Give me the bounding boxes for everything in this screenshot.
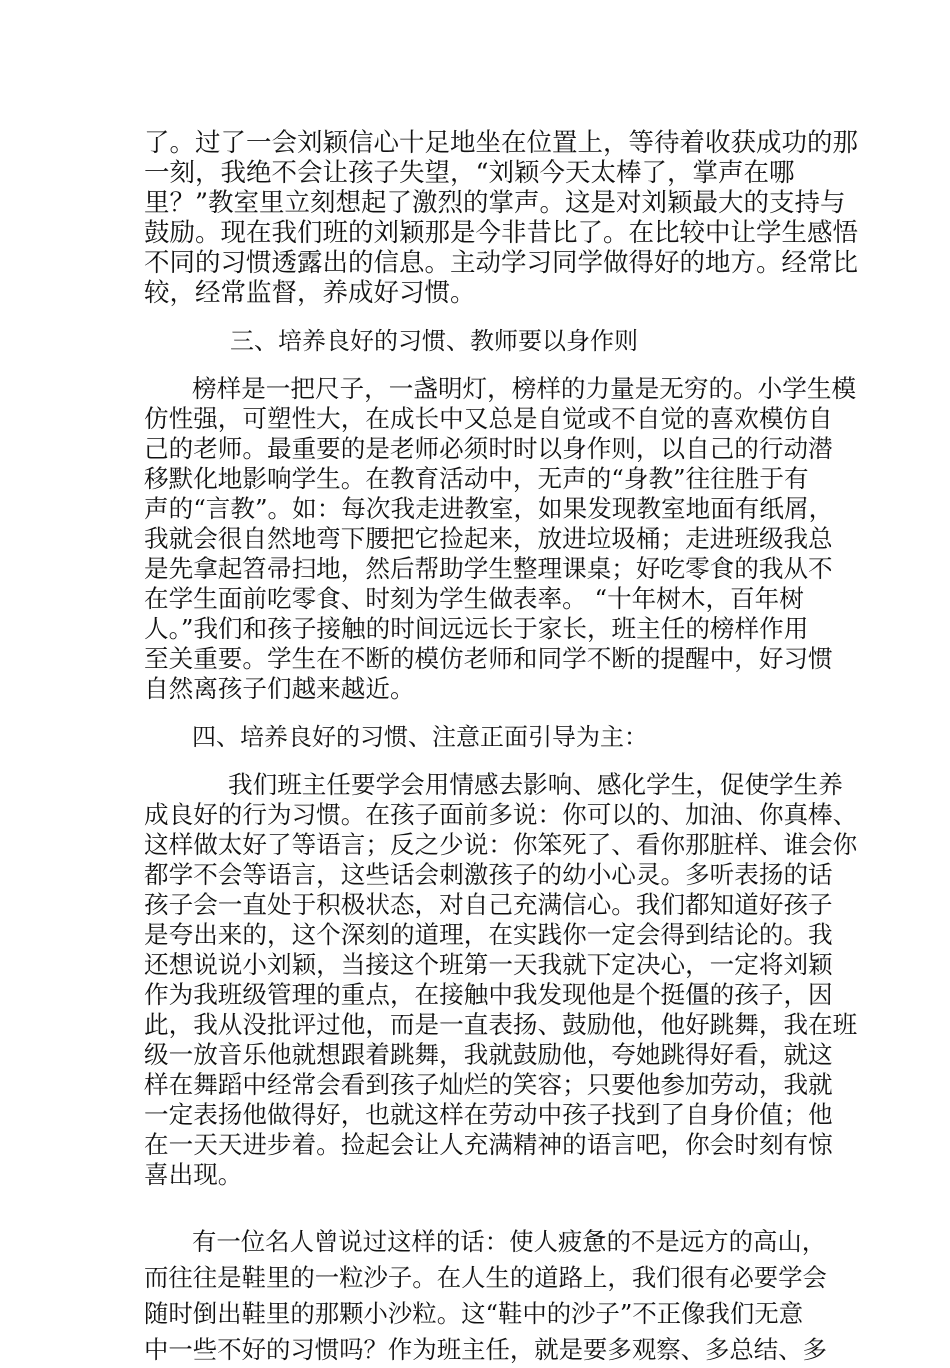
text-line: 一刻，我绝不会让孩子失望，“刘颖今天太棒了，掌声在哪	[144, 158, 795, 188]
text-line: 仿性强，可塑性大，在成长中又总是自觉或不自觉的喜欢模仿自	[144, 404, 833, 433]
text-line: 随时倒出鞋里的那颗小沙粒。这“鞋中的沙子”不正像我们无意	[144, 1299, 804, 1328]
text-line: 在学生面前吃零食、时刻为学生做表率。 “十年树木，百年树	[144, 584, 804, 613]
text-line: 成良好的行为习惯。在孩子面前多说：你可以的、加油、你真棒、	[144, 800, 858, 829]
text-line: 至关重要。学生在不断的模仿老师和同学不断的提醒中，好习惯	[144, 644, 833, 673]
text-line: 我就会很自然地弯下腰把它捡起来，放进垃圾桶；走进班级我总	[144, 524, 833, 553]
text-line: 级一放音乐他就想跟着跳舞，我就鼓励他，夸她跳得好看，就这	[144, 1040, 833, 1069]
text-line: 榜样是一把尺子，一盏明灯，榜样的力量是无穷的。小学生模	[192, 374, 857, 403]
text-line: 而往往是鞋里的一粒沙子。在人生的道路上，我们很有必要学会	[144, 1263, 827, 1292]
text-line: 喜出现。	[144, 1160, 243, 1189]
text-line: 己的老师。最重要的是老师必须时时以身作则，以自己的行动潜	[144, 434, 833, 463]
text-line: 自然离孩子们越来越近。	[144, 674, 415, 703]
text-line: 作为我班级管理的重点，在接触中我发现他是个挺僵的孩子，因	[144, 980, 833, 1009]
text-line: 样在舞蹈中经常会看到孩子灿烂的笑容；只要他参加劳动，我就	[144, 1070, 833, 1099]
text-line: 人。”我们和孩子接触的时间远远长于家长，班主任的榜样作用	[144, 614, 809, 643]
text-line: 不同的习惯透露出的信息。主动学习同学做得好的地方。经常比	[144, 248, 859, 278]
section-heading-4: 四、培养良好的习惯、注意正面引导为主：	[192, 723, 648, 751]
section-heading-3: 三、培养良好的习惯、教师要以身作则	[230, 327, 638, 355]
text-line: 我们班主任要学会用情感去影响、感化学生，促使学生养	[228, 770, 843, 799]
text-line: 此，我从没批评过他，而是一直表扬、鼓励他，他好跳舞，我在班	[144, 1010, 858, 1039]
text-line: 都学不会等语言，这些话会刺激孩子的幼小心灵。多听表扬的话	[144, 860, 833, 889]
text-line: 鼓励。现在我们班的刘颖那是今非昔比了。在比较中让学生感悟	[144, 218, 859, 248]
text-line: 有一位名人曾说过这样的话：使人疲惫的不是远方的高山，	[192, 1227, 827, 1256]
text-line: 是先拿起笤帚扫地，然后帮助学生整理课桌；好吃零食的我从不	[144, 554, 833, 583]
text-line: 了。过了一会刘颖信心十足地坐在位置上，等待着收获成功的那	[144, 128, 859, 158]
text-line: 里？”教室里立刻想起了激烈的掌声。这是对刘颖最大的支持与	[144, 188, 846, 218]
text-line: 声的“言教”。如：每次我走进教室，如果发现教室地面有纸屑，	[144, 494, 834, 523]
text-line: 在一天天进步着。捡起会让人充满精神的语言吧，你会时刻有惊	[144, 1130, 833, 1159]
text-line: 是夸出来的，这个深刻的道理，在实践你一定会得到结论的。我	[144, 920, 833, 949]
text-line: 还想说说小刘颖，当接这个班第一天我就下定决心，一定将刘颖	[144, 950, 833, 979]
text-line: 孩子会一直处于积极状态，对自己充满信心。我们都知道好孩子	[144, 890, 833, 919]
text-line: 一定表扬他做得好，也就这样在劳动中孩子找到了自身价值；他	[144, 1100, 833, 1129]
text-line: 这样做太好了等语言；反之少说：你笨死了、看你那脏样、谁会你	[144, 830, 858, 859]
text-line: 移默化地影响学生。在教育活动中，无声的“身教”往往胜于有	[144, 464, 809, 493]
text-line: 较，经常监督，养成好习惯。	[144, 278, 476, 308]
text-line: 中一些不好的习惯吗？作为班主任，就是要多观察、多总结、多	[144, 1335, 827, 1364]
